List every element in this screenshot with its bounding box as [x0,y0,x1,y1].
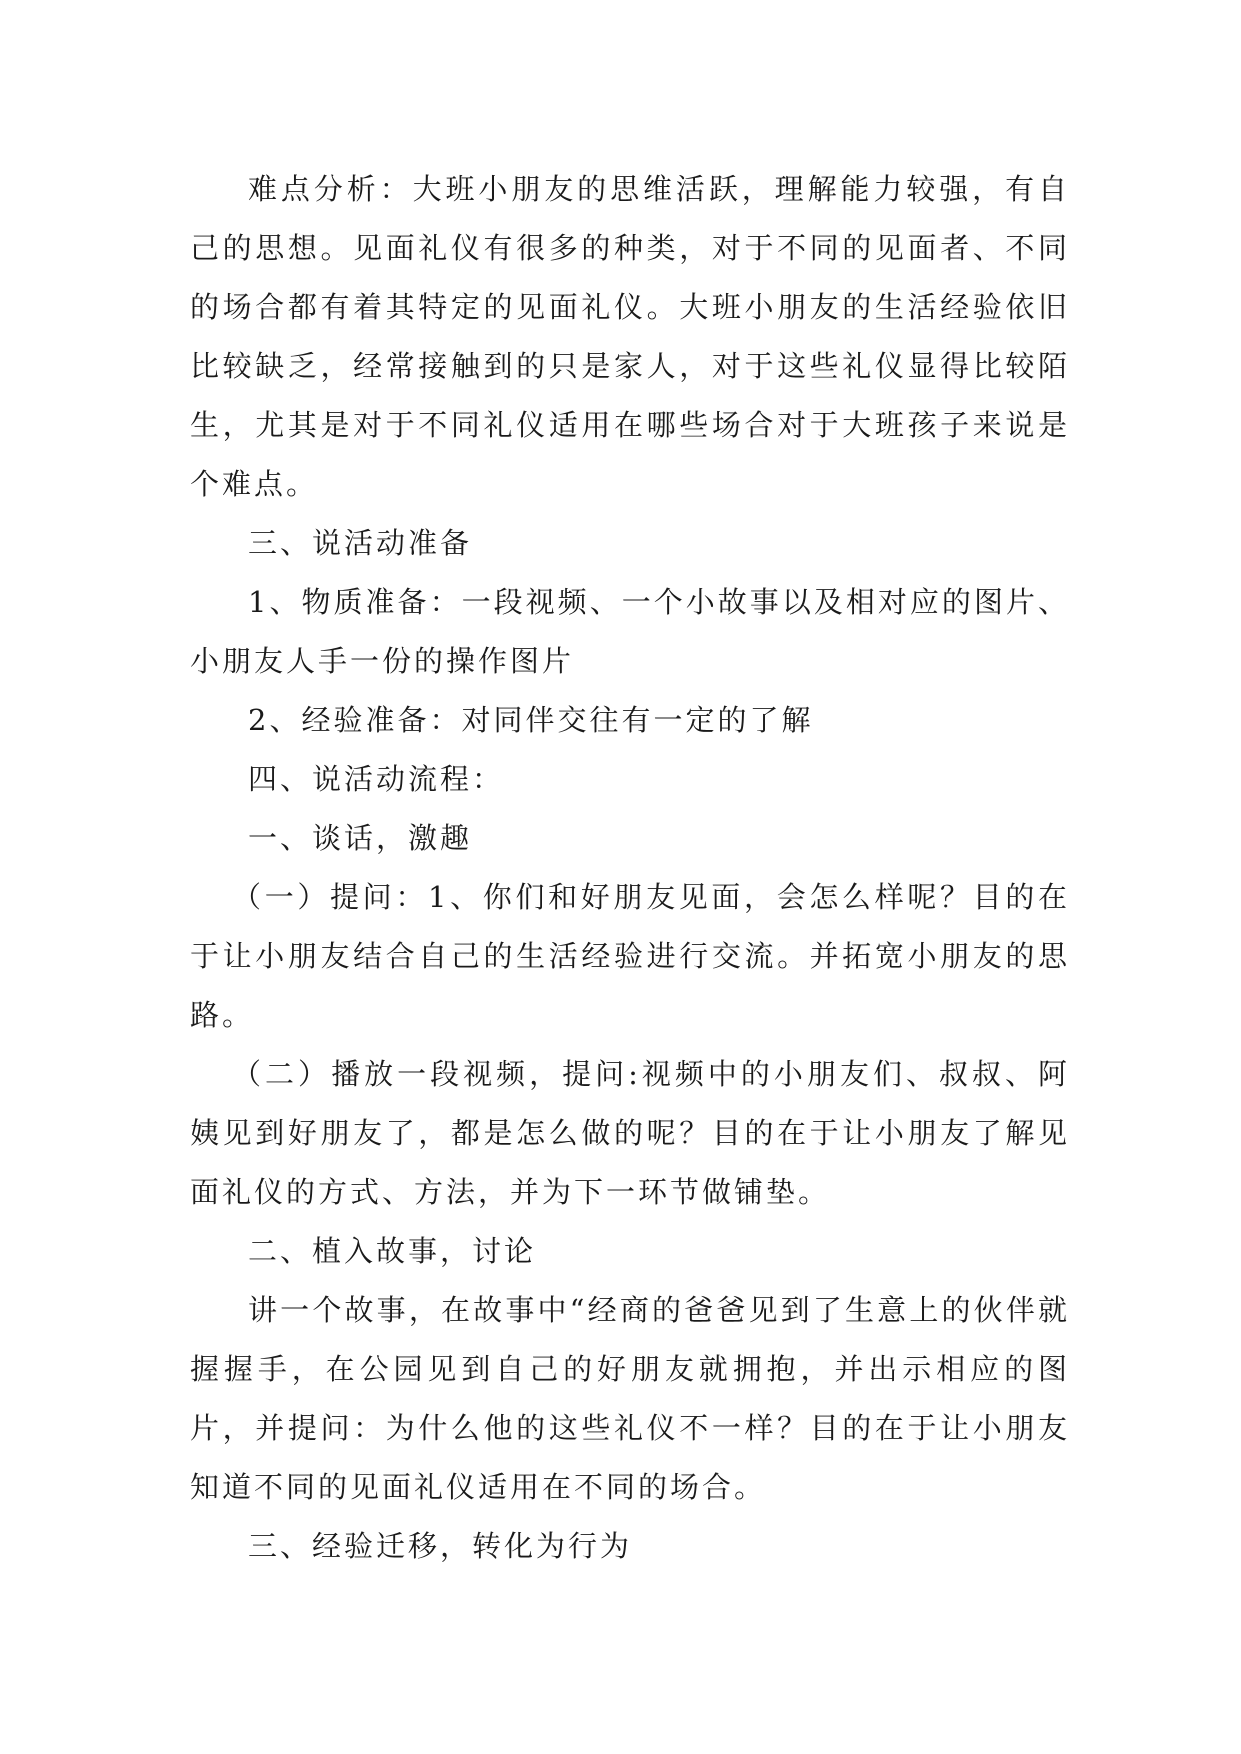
paragraph-material-preparation: 1、物质准备：一段视频、一个小故事以及相对应的图片、小朋友人手一份的操作图片 [190,585,1070,678]
paragraph-difficulty-analysis: 难点分析：大班小朋友的思维活跃，理解能力较强，有自己的思想。见面礼仪有很多的种类，对于不同的见面者、不同的场合都有着其特定的见面礼仪。大班小朋友的生活经验依旧比较缺乏，经常接触到的只是家人，对于这些礼仪显得比较陌生，尤其是对于不同礼仪适用在哪些场合对于大班孩子来说是个难点。 [190,172,1070,501]
heading-step-two: 二、植入故事，讨论 [248,1234,537,1268]
paragraph-step-one-video: （二）播放一段视频，提问:视频中的小朋友们、叔叔、阿姨见到好朋友了，都是怎么做的呢？目的在于让小朋友了解见面礼仪的方式、方法，并为下一环节做铺垫。 [190,1057,1070,1209]
heading-step-three: 三、经验迁移，转化为行为 [248,1529,633,1563]
paragraph-experience-preparation: 2、经验准备：对同伴交往有一定的了解 [248,703,814,737]
document-body [190,160,1070,1576]
heading-step-one: 一、谈话，激趣 [248,821,473,855]
paragraph-step-two-story: 讲一个故事，在故事中“经商的爸爸见到了生意上的伙伴就握握手，在公园见到自己的好朋友就拥抱，并出示相应的图片，并提问：为什么他的这些礼仪不一样？目的在于让小朋友知道不同的见面礼仪适用在不同的场合。 [190,1293,1070,1504]
paragraph-step-one-question: （一）提问：1、你们和好朋友见面，会怎么样呢？目的在于让小朋友结合自己的生活经验进行交流。并拓宽小朋友的思路。 [190,880,1070,1032]
heading-activity-preparation: 三、说活动准备 [248,526,473,560]
heading-activity-process: 四、说活动流程： [248,762,505,796]
